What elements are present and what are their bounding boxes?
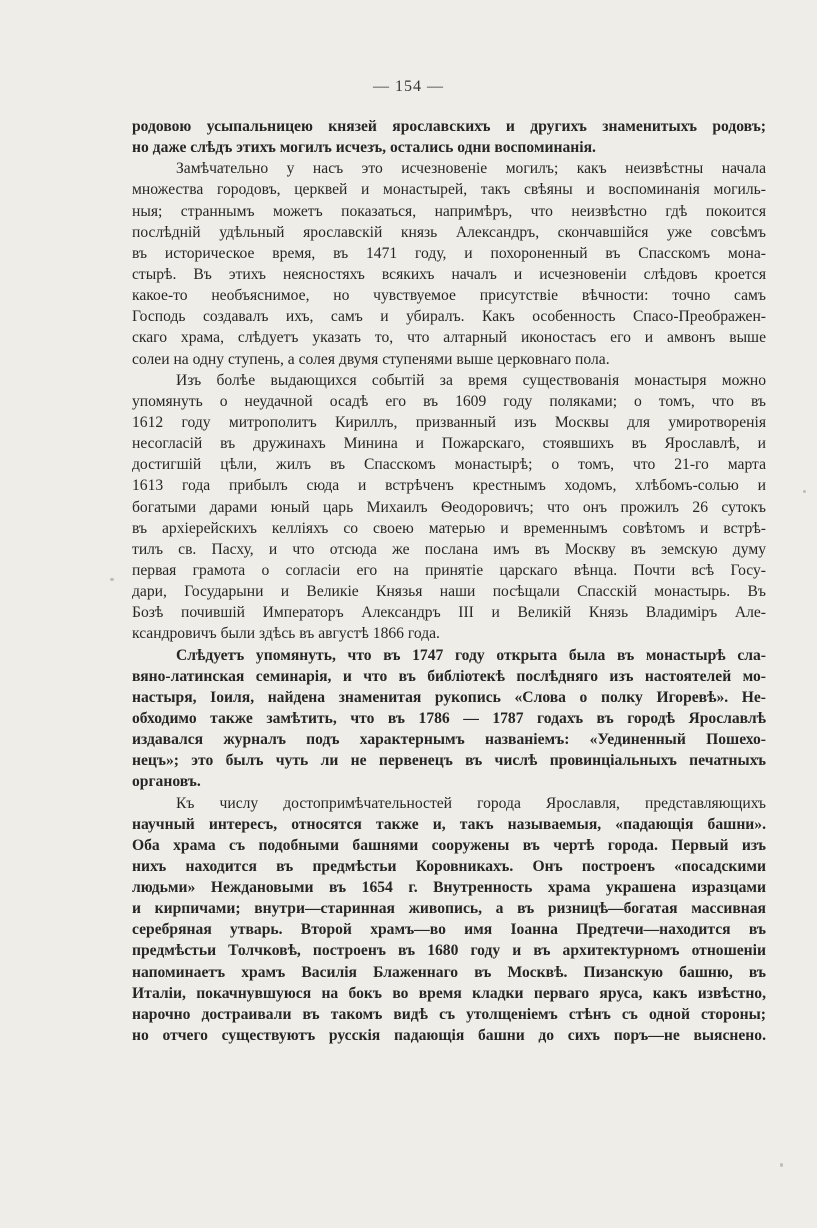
text-line: въ историческое время, въ 1471 году, и похороненный въ Спасскомъ мона- bbox=[132, 244, 766, 262]
text-line: Бозѣ почившій Императоръ Александръ III и Великій Князь Владиміръ Але- bbox=[132, 604, 766, 622]
text-line: стырѣ. Въ этихъ неясностяхъ всякихъ началъ и исчезновеніи слѣдовъ кроется bbox=[132, 265, 766, 283]
text-line: солеи на одну ступень, а солея двумя ступенями выше церковнаго пола. bbox=[132, 350, 610, 368]
text-line: и кирпичами; внутри—старинная живопись, а въ ризницѣ—богатая массивная bbox=[132, 900, 766, 918]
text-line: множества городовъ, церквей и монастырей, такъ свѣяны и воспоминанія могиль- bbox=[132, 181, 766, 199]
print-speck bbox=[110, 578, 114, 581]
text-line: органовъ. bbox=[132, 773, 201, 791]
text-line: предмѣстьи Толчковѣ, построенъ въ 1680 году и въ архитектурномъ отношеніи bbox=[132, 942, 766, 960]
text-line: 1613 года прибылъ сюда и встрѣченъ крестнымъ ходомъ, хлѣбомъ-солью и bbox=[132, 477, 766, 495]
text-line: настыря, Іоиля, найдена знаменитая рукопись «Слова о полку Игоревѣ». Не- bbox=[132, 688, 766, 706]
text-line: но отчего существуютъ русскія падающія башни до сихъ поръ—не выяснено. bbox=[132, 1027, 766, 1045]
text-line: Изъ болѣе выдающихся событій за время существованія монастыря можно bbox=[176, 371, 766, 389]
text-line: обходимо также замѣтить, что въ 1786 — 1787 годахъ въ городѣ Ярославлѣ bbox=[132, 709, 766, 727]
text-line: какое-то необъяснимое, но чувствуемое присутствіе вѣчности: точно самъ bbox=[132, 287, 766, 305]
page-number: — 154 — bbox=[373, 78, 444, 95]
text-line: Слѣдуетъ упомянуть, что въ 1747 году открыта была въ монастырѣ сла- bbox=[176, 646, 766, 664]
text-line: первая грамота о согласіи его на принятіе царскаго вѣнца. Почти всѣ Госу- bbox=[132, 561, 766, 579]
text-line: людьми» Неждановыми въ 1654 г. Внутренность храма украшена изразцами bbox=[132, 879, 766, 897]
text-line: научный интересъ, относятся также и, такъ называемыя, «падающія башни». bbox=[132, 815, 766, 833]
text-line: Замѣчательно у насъ это исчезновеніе могилъ; какъ неизвѣстны начала bbox=[176, 160, 766, 178]
text-line: послѣдній удѣльный ярославскій князь Александръ, скончавшійся уже совсѣмъ bbox=[132, 223, 766, 241]
text-line: издавался журналъ подъ характернымъ названіемъ: «Уединенный Пошехо- bbox=[132, 731, 766, 749]
text-line: богатыми дарами юный царь Михаилъ Ѳеодоровичъ; что онъ прожилъ 26 сутокъ bbox=[132, 498, 766, 516]
text-line: 1612 году митрополитъ Кириллъ, призванный изъ Москвы для умиротворенія bbox=[132, 413, 766, 431]
text-line: но даже слѣдъ этихъ могилъ исчезъ, остались одни воспоминанія. bbox=[132, 139, 596, 157]
text-line: напоминаетъ храмъ Василія Блаженнаго въ Москвѣ. Пизанскую башню, въ bbox=[132, 963, 766, 981]
text-line: Къ числу достопримѣчательностей города Ярославля, представляющихъ bbox=[176, 794, 766, 812]
text-line: нецъ»; это былъ чуть ли не первенецъ въ числѣ провинціальныхъ печатныхъ bbox=[132, 752, 766, 770]
text-line: ныя; страннымъ можетъ показаться, напримѣръ, что неизвѣстно гдѣ покоится bbox=[132, 202, 766, 220]
text-line: скаго храма, слѣдуетъ указать то, что алтарный иконостасъ его и амвонъ выше bbox=[132, 329, 766, 347]
body-text bbox=[132, 116, 766, 1046]
text-line: несогласій въ дружинахъ Минина и Пожарскаго, стоявшихъ въ Ярославлѣ, и bbox=[132, 435, 766, 453]
text-line: вяно-латинская семинарія, и что въ библіотекѣ послѣдняго изъ настоятелей мо- bbox=[132, 667, 766, 685]
text-line: нихъ находится въ предмѣстьи Коровникахъ. Онъ построенъ «посадскими bbox=[132, 857, 766, 875]
text-line: серебряная утварь. Второй храмъ—во имя Іоанна Предтечи—находится въ bbox=[132, 921, 766, 939]
text-line: тилъ св. Пасху, и что отсюда же послана имъ въ Москву въ земскую думу bbox=[132, 540, 766, 558]
text-line: Оба храма съ подобными башнями сооружены въ чертѣ города. Первый изъ bbox=[132, 836, 766, 854]
text-line: въ архіерейскихъ келліяхъ со своею матерью и временнымъ совѣтомъ и встрѣ- bbox=[132, 519, 766, 537]
text-line: ксандровичъ были здѣсь въ августѣ 1866 года. bbox=[132, 625, 440, 643]
print-speck bbox=[803, 490, 806, 493]
print-speck bbox=[780, 1163, 783, 1167]
text-line: Италіи, покачнувшуюся на бокъ во время кладки перваго яруса, какъ извѣстно, bbox=[132, 984, 766, 1002]
text-line: дари, Государыни и Великіе Князья наши посѣщали Спасскій монастырь. Въ bbox=[132, 583, 766, 601]
text-line: родовою усыпальницею князей ярославскихъ и другихъ знаменитыхъ родовъ; bbox=[132, 118, 766, 135]
text-line: Господь создавалъ ихъ, самъ и убиралъ. Какъ особенность Спасо-Преображен- bbox=[132, 308, 766, 326]
text-line: достигшій цѣли, жилъ въ Спасскомъ монастырѣ; о томъ, что 21-го марта bbox=[132, 456, 766, 474]
text-line: упомянуть о неудачной осадѣ его въ 1609 году поляками; о томъ, что въ bbox=[132, 392, 766, 410]
text-line: нарочно достраивали въ такомъ видѣ съ утолщеніемъ стѣнъ съ одной стороны; bbox=[132, 1005, 766, 1023]
